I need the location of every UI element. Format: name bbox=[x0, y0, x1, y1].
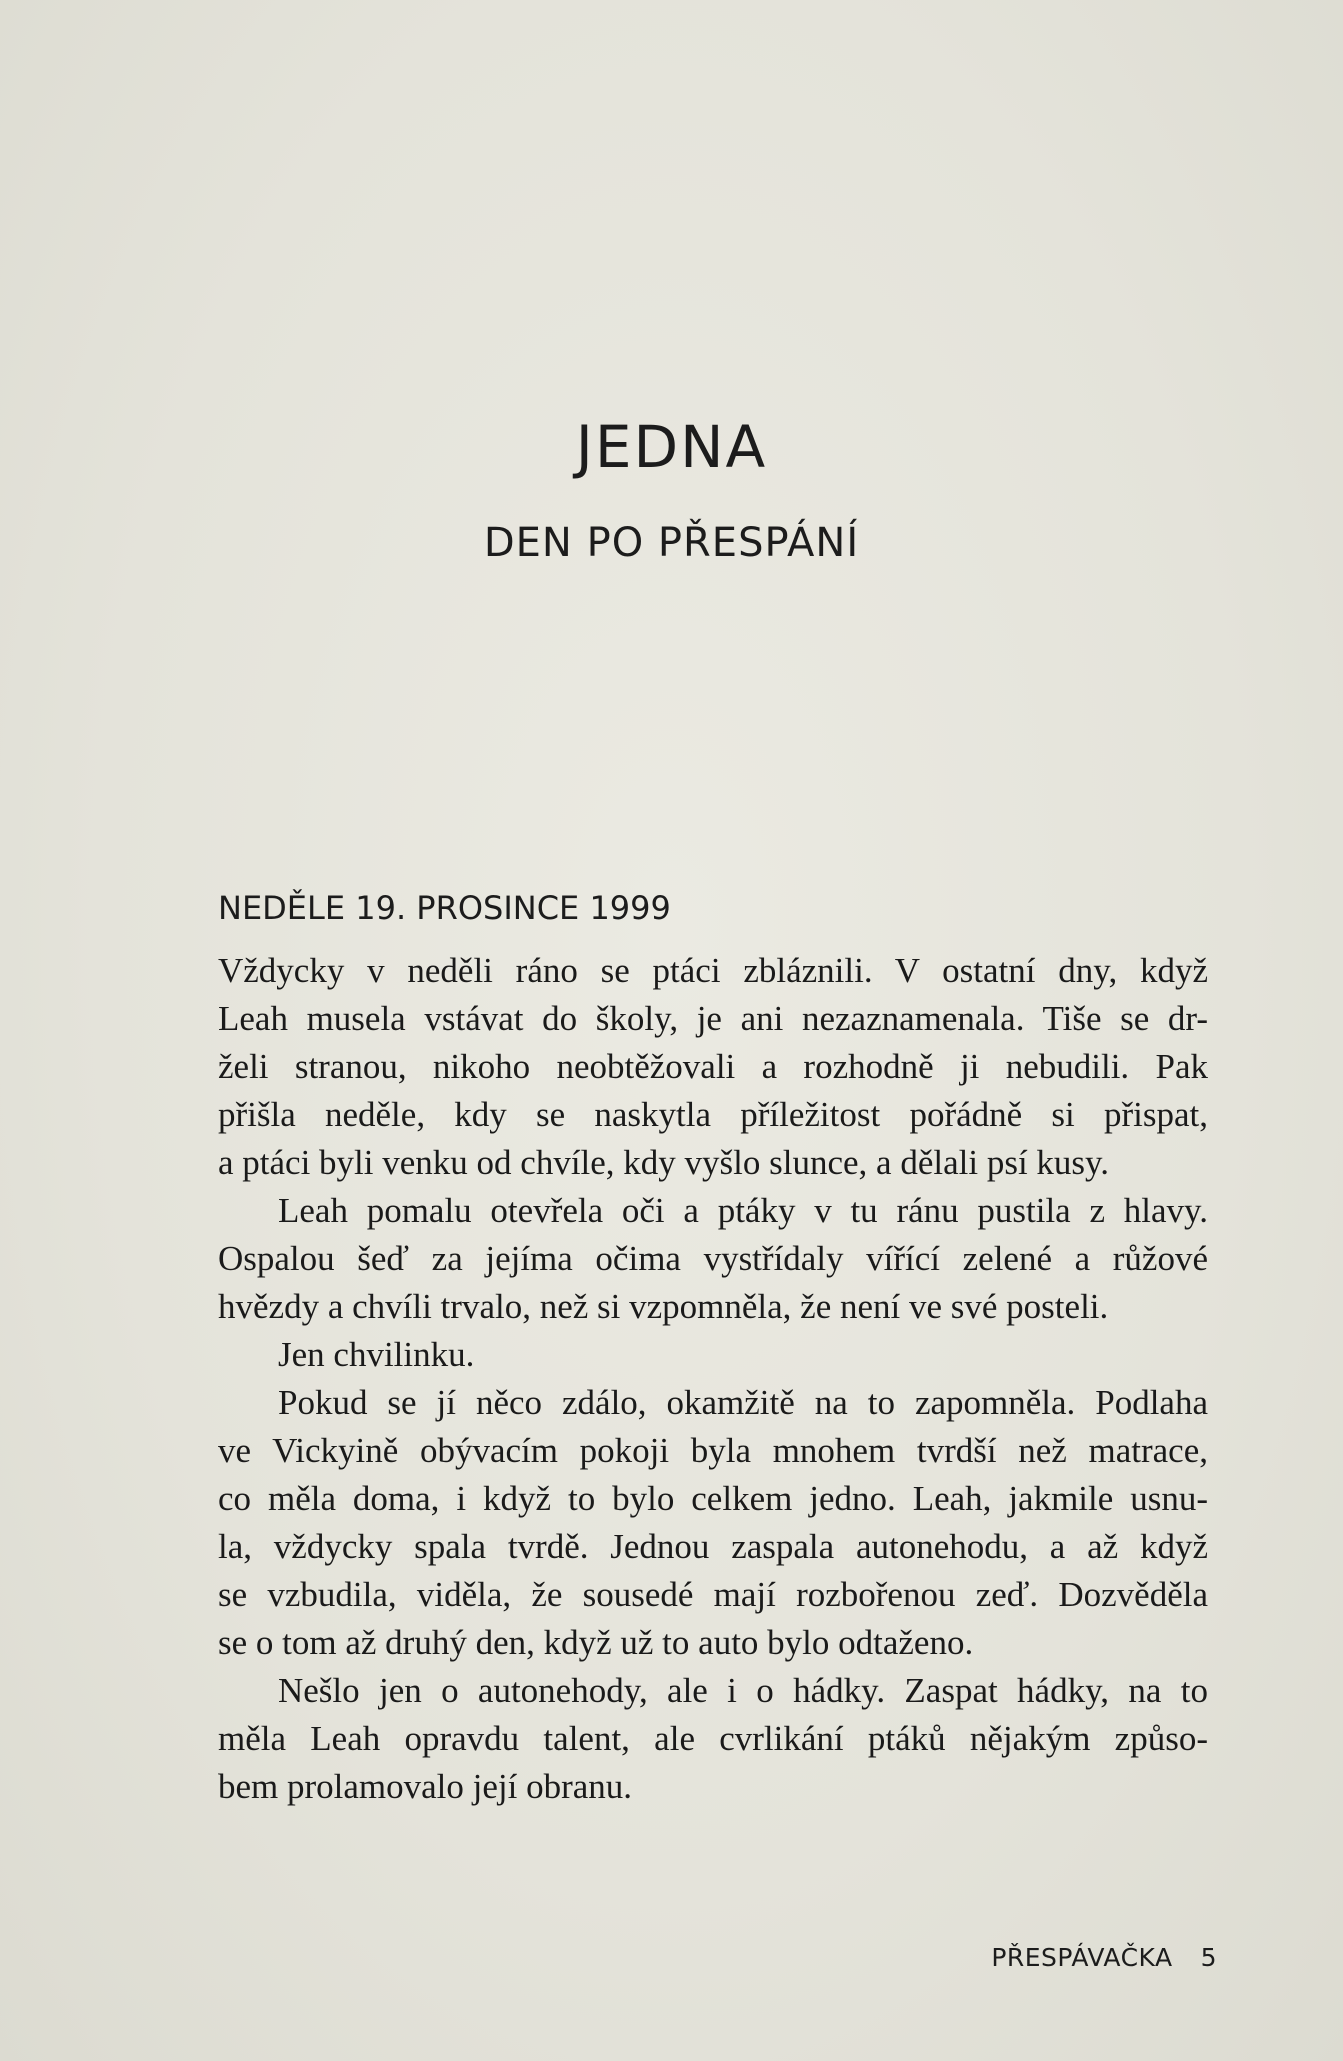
running-title: PŘESPÁVAČKA bbox=[991, 1943, 1173, 1972]
text-line: co měla doma, i když to bylo celkem jedno. Leah, jakmile usnu- bbox=[218, 1479, 1208, 1518]
running-footer bbox=[991, 1945, 1217, 1970]
text-line: la, vždycky spala tvrdě. Jednou zaspala autonehodu, a až když bbox=[218, 1527, 1208, 1566]
text-line: se vzbudila, viděla, že sousedé mají rozbořenou zeď. Dozvěděla bbox=[218, 1575, 1208, 1614]
text-line: Vždycky v neděli ráno se ptáci zbláznili. V ostatní dny, když bbox=[218, 951, 1208, 990]
chapter-number: JEDNA bbox=[575, 413, 768, 481]
text-line: Leah musela vstávat do školy, je ani nezaznamenala. Tiše se dr- bbox=[218, 999, 1208, 1038]
text-line: Jen chvilinku. bbox=[278, 1335, 475, 1374]
text-line: měla Leah opravdu talent, ale cvrlikání ptáků nějakým způso- bbox=[218, 1719, 1208, 1758]
text-line: Pokud se jí něco zdálo, okamžitě na to zapomněla. Podlaha bbox=[278, 1383, 1208, 1422]
text-line: Nešlo jen o autonehody, ale i o hádky. Zaspat hádky, na to bbox=[278, 1671, 1208, 1710]
page-number: 5 bbox=[1200, 1943, 1217, 1972]
body-text bbox=[218, 947, 1208, 1811]
text-line: hvězdy a chvíli trvalo, než si vzpomněla, že není ve své posteli. bbox=[218, 1287, 1109, 1326]
chapter-title: DEN PO PŘESPÁNÍ bbox=[483, 520, 860, 566]
paragraph bbox=[218, 1667, 1208, 1811]
paragraph bbox=[218, 947, 1208, 1187]
text-line: a ptáci byli venku od chvíle, kdy vyšlo slunce, a dělali psí kusy. bbox=[218, 1143, 1110, 1182]
date-heading: NEDĚLE 19. PROSINCE 1999 bbox=[218, 889, 671, 927]
text-line: Ospalou šeď za jejíma očima vystřídaly vířící zelené a růžové bbox=[218, 1239, 1208, 1278]
text-line: ve Vickyině obývacím pokoji byla mnohem tvrdší než matrace, bbox=[218, 1431, 1208, 1470]
paragraph bbox=[218, 1331, 1208, 1379]
text-line: se o tom až druhý den, když už to auto bylo odtaženo. bbox=[218, 1623, 974, 1662]
text-line: Leah pomalu otevřela oči a ptáky v tu ránu pustila z hlavy. bbox=[278, 1191, 1208, 1230]
text-line: želi stranou, nikoho neobtěžovali a rozhodně ji nebudili. Pak bbox=[218, 1047, 1208, 1086]
paragraph bbox=[218, 1379, 1208, 1667]
text-line: přišla neděle, kdy se naskytla příležitost pořádně si přispat, bbox=[218, 1095, 1208, 1134]
text-line: bem prolamovalo její obranu. bbox=[218, 1767, 633, 1806]
paragraph bbox=[218, 1187, 1208, 1331]
